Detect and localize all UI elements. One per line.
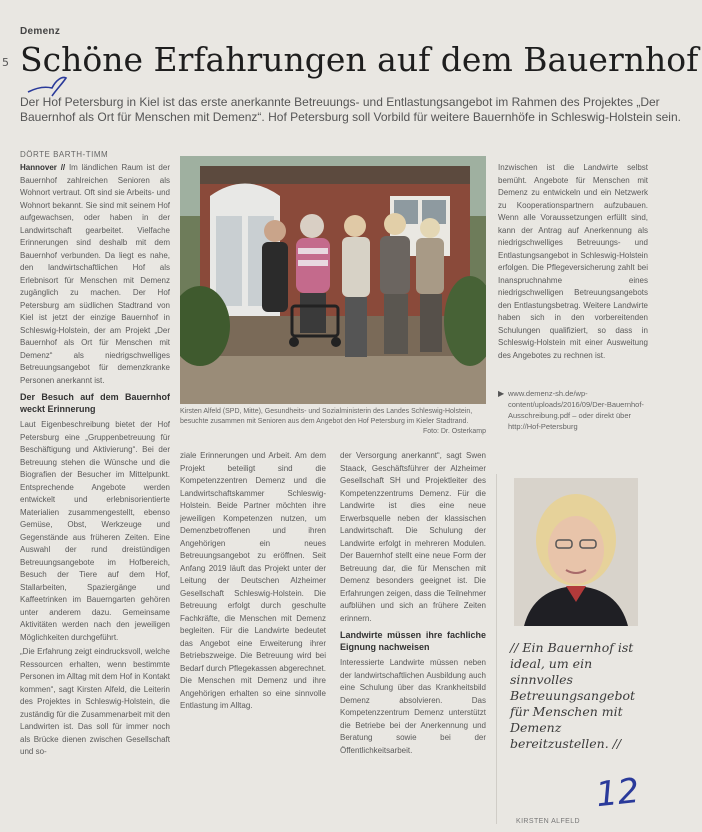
portrait-photo — [514, 478, 638, 626]
article-lead: Der Hof Petersburg in Kiel ist das erste anerkannte Betreuungs- und Entlastungsangebot im Rahmen des Projektes „Der Bauernhof als Ort für Menschen mit Demenz“. Hof Petersburg soll Vorbild für weitere Bauernhöfe in Schleswig-Holstein sein. — [20, 95, 681, 124]
pull-quote: // Ein Bauernhof ist ideal, um ein sinnvolles Betreuungsangebot für Menschen mit Demenz bereitzustellen. // — [510, 640, 635, 751]
quote-author: KIRSTEN ALFELD — [516, 818, 580, 825]
section-label: Demenz — [20, 26, 61, 37]
paragraph: Laut Eigenbeschreibung bietet der Hof Petersburg eine „Gruppenbetreuung für Beschäftigung und Aktivierung“. Bei der Betreuung stehen die Wünsche und die Biografien der Besucher im Mittelpunkt. Entsprechende Angebote werden entwickelt und erlebnisorientierte Materialien zusammengestellt, ebenso Gemüse, Obst, Werkzeuge und Gegenstände aus früheren Zeiten. Eine Auswahl der rund dreistündigen Betreuungsangebote im Hofbereich, Besuch der Tiere auf dem Hof, Stallarbeiten, Spaziergänge und Kaffeetrinken im Bauerngarten gehören unter anderem dazu. Gemeinsame Aktivitäten werden nach den jeweiligen Möglichkeiten durchgeführt. — [20, 420, 170, 642]
photo-illustration — [180, 156, 486, 404]
byline: DÖRTE BARTH-TIMM — [20, 150, 109, 159]
photo-caption: Kirsten Alfeld (SPD, Mitte), Gesundheits- und Sozialministerin des Landes Schleswig-Holstein, besuchte zusammen mit Senioren aus dem Angebot den Hof Petersburg im Kieler Stadtrand. Foto: Dr. Osterkamp — [180, 408, 486, 435]
page-mark: 5 — [2, 56, 9, 69]
paragraph: Interessierte Landwirte müssen neben der landwirtschaftlichen Ausbildung auch eine Schulung über das Krankheitsbild Demenz absolvieren. Das Kompetenzzentrum Demenz unterstützt die Betriebe bei der Anerkennung und Beratung sowie bei der Öffentlichkeitsarbeit. — [340, 658, 486, 755]
subheading: Der Besuch auf dem Bauernhof weckt Erinnerung — [20, 392, 170, 414]
subheading: Landwirte müssen ihre fachliche Eignung nachweisen — [340, 630, 486, 652]
article-column-1 — [20, 162, 170, 827]
article-photo — [180, 156, 486, 404]
article-column-2 — [180, 450, 326, 828]
paragraph: Inzwischen ist die Landwirte selbst bemüht. Angebote für Menschen mit Demenz zu entwickeln und ein Netzwerk zu Kooperationspartnern aufzubauen. Wenn alle Voraussetzungen erfüllt sind, kann der Antrag auf Anerkennung als niedrigschwelliges Betreuungs- und Entlastungsangebot in Schleswig-Holstein erfolgen. Die Pflegeversicherung zahlt bei Inanspruchnahme eines niedrigschwelligen Betreuungsangebots den Entlastungsbetrag. Weitere Landwirte haben sich in den vorbereitenden Schulungen qualifiziert, so dass in Schleswig-Holstein mit einer Ausweitung des Angebotes zu rechnen ist. — [498, 163, 648, 360]
column-divider — [496, 474, 497, 824]
paragraph: der Versorgung anerkannt“, sagt Swen Staack, Geschäftsführer der Alzheimer Gesellschaft SH und Projektleiter des Kompetenzzentrums Demenz. Für die Landwirte ist dies eine neue Erwerbsquelle neben der klassischen Landwirtschaft. Die Schulung der Landwirte erfolgt in mehreren Modulen. Der Bauernhof stellt eine neue Form der Betreuung dar, die für Menschen mit Demenz besonders geeignet ist. Die Erfahrungen zeigen, dass die Teilnehmer aufblühen und sich an frühere Zeiten erinnern. — [340, 451, 486, 623]
web-link[interactable]: ▶ www.demenz-sh.de/wp-content/uploads/2016/09/Der-Bauernhof-Ausschreibung.pdf – oder direkt über http://Hof-Petersburg — [498, 389, 644, 431]
handwritten-page-number: 12 — [594, 770, 642, 816]
article-column-3 — [340, 450, 486, 828]
article-headline: Schöne Erfahrungen auf dem Bauernhof — [20, 40, 699, 79]
paragraph: „Die Erfahrung zeigt eindrucksvoll, welche Ressourcen erhalten, wenn bestimmte Personen im Alltag mit dem Hof in Kontakt kommen“, sagt Kirsten Alfeld, die Leiterin des Projektes in Schleswig-Holstein, die zuständig für die Zusammenarbeit mit den Landwirten ist. Das soll für immer noch als Brücke dienen zwischen Gesellschaft und so- — [20, 647, 170, 756]
paragraph: Hannover // Im ländlichen Raum ist der Bauernhof zahlreichen Senioren als Wohnort vertraut. Oft sind sie Arbeits- und Wohnort bekannt. Sie sind mit seinem Hof aufgewachsen, oder haben in der Landwirtschaft gearbeitet. Vielfache Erinnerungen sind deshalb mit dem Bauernhof verbunden. Da liegt es nahe, den landwirtschaftlichen Hof als Erlebnisort für Menschen mit Demenz zugänglich zu machen. Der Hof Petersburg am südlichen Stadtrand von Kiel ist jetzt der einzige Bauernhof in Schleswig-Holstein, der am Projekt „Der Bauernhof als Ort für Menschen mit Demenz“ als niedrigschwelliges Betreuungsangebot für demenzkranke Personen anerkannt ist. — [20, 163, 170, 385]
dateline: Hannover // — [20, 163, 66, 172]
arrow-icon: ▶ — [498, 389, 505, 398]
paragraph: ziale Erinnerungen und Arbeit. Am dem Projekt beteiligt sind die Kompetenzzentren Demenz und die Landwirtschaftskammer Schleswig-Holstein. Beide Partner möchten ihre jeweiligen Kompetenzen nutzen, um Demenzbetroffenen und ihren Angehörigen ein neues Betreuungsangebot zu eröffnen. Seit Anfang 2019 läuft das Projekt unter der Leitung der Deutschen Alzheimer Gesellschaft Schleswig-Holstein. Die Betreuung erfolgt durch geschulte Fachkräfte, die Menschen mit Demenz begleiten. Für die Landwirte bedeutet das Angebot eine Erweiterung ihrer Betriebszweige. Die Betreuung wird bei Bedarf durch Pflegekassen abgerechnet. Die Menschen mit Demenz und ihre Angehörigen erhalten so eine sinnvolle Entlastung im Alltag. — [180, 451, 326, 710]
photo-credit: Foto: Dr. Osterkamp — [422, 428, 486, 435]
